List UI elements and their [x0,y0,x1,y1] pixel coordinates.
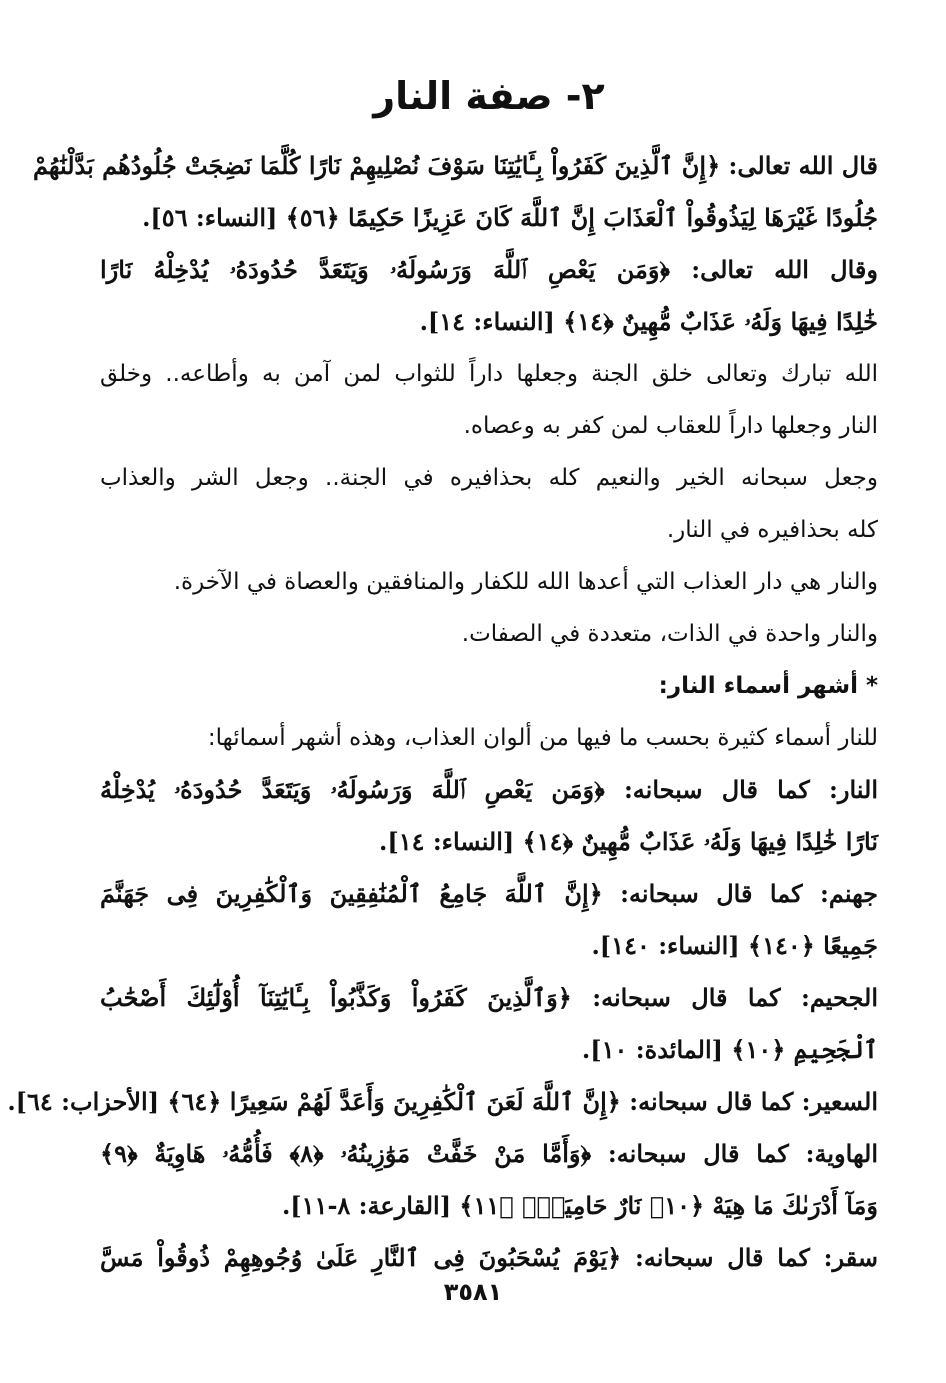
names-heading: * أشهر أسماء النار: [658,673,878,699]
name-hawiya-line-1: الهاوية: كما قال سبحانه: ﴿وَأَمَّا مَنْ خَفَّتْ مَوَٰزِينُهُۥ ﴿٨﴾ فَأُمُّهُۥ هَاوِيَةٌ ﴿٩﴾ [100,1139,878,1168]
name-saeer-line: السعير: كما قال سبحانه: ﴿إِنَّ ٱللَّهَ لَعَنَ ٱلْكَٰفِرِينَ وَأَعَدَّ لَهُمْ سَعِيرًا ﴿٦٤﴾ [الأحزاب: ٦٤]. [7,1087,878,1116]
page-number: ٣٥٨١ [443,1278,503,1306]
name-hawiya-line-2: وَمَآ أَدْرَىٰكَ مَا هِيَهْ ﴿١٠﴾ نَارٌ حَامِيَةٌۢ ﴿١١﴾ [القارعة: ٨-١١]. [281,1191,878,1220]
name-nar-line-2: نَارًا خَٰلِدًا فِيهَا وَلَهُۥ عَذَابٌ مُّهِينٌ ﴿١٤﴾ [النساء: ١٤]. [378,827,878,856]
paragraph-line-6: والنار واحدة في الذات، متعددة في الصفات. [461,621,878,647]
verse-line-1: قال الله تعالى: ﴿إِنَّ ٱلَّذِينَ كَفَرُواْ بِـَٔايَٰتِنَا سَوْفَ نُصْلِيهِمْ نَارًا كُلَّمَا نَضِجَتْ جُلُودُهُم بَدَّلْنَٰهُمْ [32,151,878,180]
verse-line-3: وقال الله تعالى: ﴿وَمَن يَعْصِ ٱللَّهَ وَرَسُولَهُۥ وَيَتَعَدَّ حُدُودَهُۥ يُدْخِلْهُ نَارًا [100,255,878,284]
name-nar-line-1: النار: كما قال سبحانه: ﴿وَمَن يَعْصِ ٱللَّهَ وَرَسُولَهُۥ وَيَتَعَدَّ حُدُودَهُۥ يُدْخِلْهُ [100,775,878,804]
verse-line-4: خَٰلِدًا فِيهَا وَلَهُۥ عَذَابٌ مُّهِينٌ ﴿١٤﴾ [النساء: ١٤]. [419,307,878,336]
paragraph-line-2: النار وجعلها داراً للعقاب لمن كفر به وعصاه. [463,413,878,439]
section-title: ٢- صفة النار [373,74,605,118]
name-jahannam-line-1: جهنم: كما قال سبحانه: ﴿إِنَّ ٱللَّهَ جَامِعُ ٱلْمُنَٰفِقِينَ وَٱلْكَٰفِرِينَ فِى جَهَنَّمَ [100,879,878,908]
name-jahannam-line-2: جَمِيعًا ﴿١٤٠﴾ [النساء: ١٤٠]. [591,931,878,960]
paragraph-line-5: والنار هي دار العذاب التي أعدها الله للكفار والمنافقين والعصاة في الآخرة. [173,569,878,595]
name-saqar-line: سقر: كما قال سبحانه: ﴿يَوْمَ يُسْحَبُونَ فِى ٱلنَّارِ عَلَىٰ وُجُوهِهِمْ ذُوقُواْ مَسَّ [100,1243,878,1272]
name-jahim-line-1: الجحيم: كما قال سبحانه: ﴿وَٱلَّذِينَ كَفَرُواْ وَكَذَّبُواْ بِـَٔايَٰتِنَآ أُوْلَٰٓئِكَ أَصْحَٰبُ [100,983,878,1012]
paragraph-line-3: وجعل سبحانه الخير والنعيم كله بحذافيره في الجنة.. وجعل الشر والعذاب [100,465,878,491]
names-intro: للنار أسماء كثيرة بحسب ما فيها من ألوان العذاب، وهذه أشهر أسمائها: [207,725,878,751]
name-jahim-line-2: ٱلْجَحِيمِ ﴿١٠﴾ [المائدة: ١٠]. [581,1035,878,1064]
paragraph-line-1: الله تبارك وتعالى خلق الجنة وجعلها داراً للثواب لمن آمن به وأطاعه.. وخلق [100,361,878,387]
verse-line-2: جُلُودًا غَيْرَهَا لِيَذُوقُواْ ٱلْعَذَابَ إِنَّ ٱللَّهَ كَانَ عَزِيزًا حَكِيمًا ﴿٥٦﴾ [النساء: ٥٦]. [142,203,878,232]
document-page [7,60,878,1383]
paragraph-line-4: كله بحذافيره في النار. [666,517,878,543]
